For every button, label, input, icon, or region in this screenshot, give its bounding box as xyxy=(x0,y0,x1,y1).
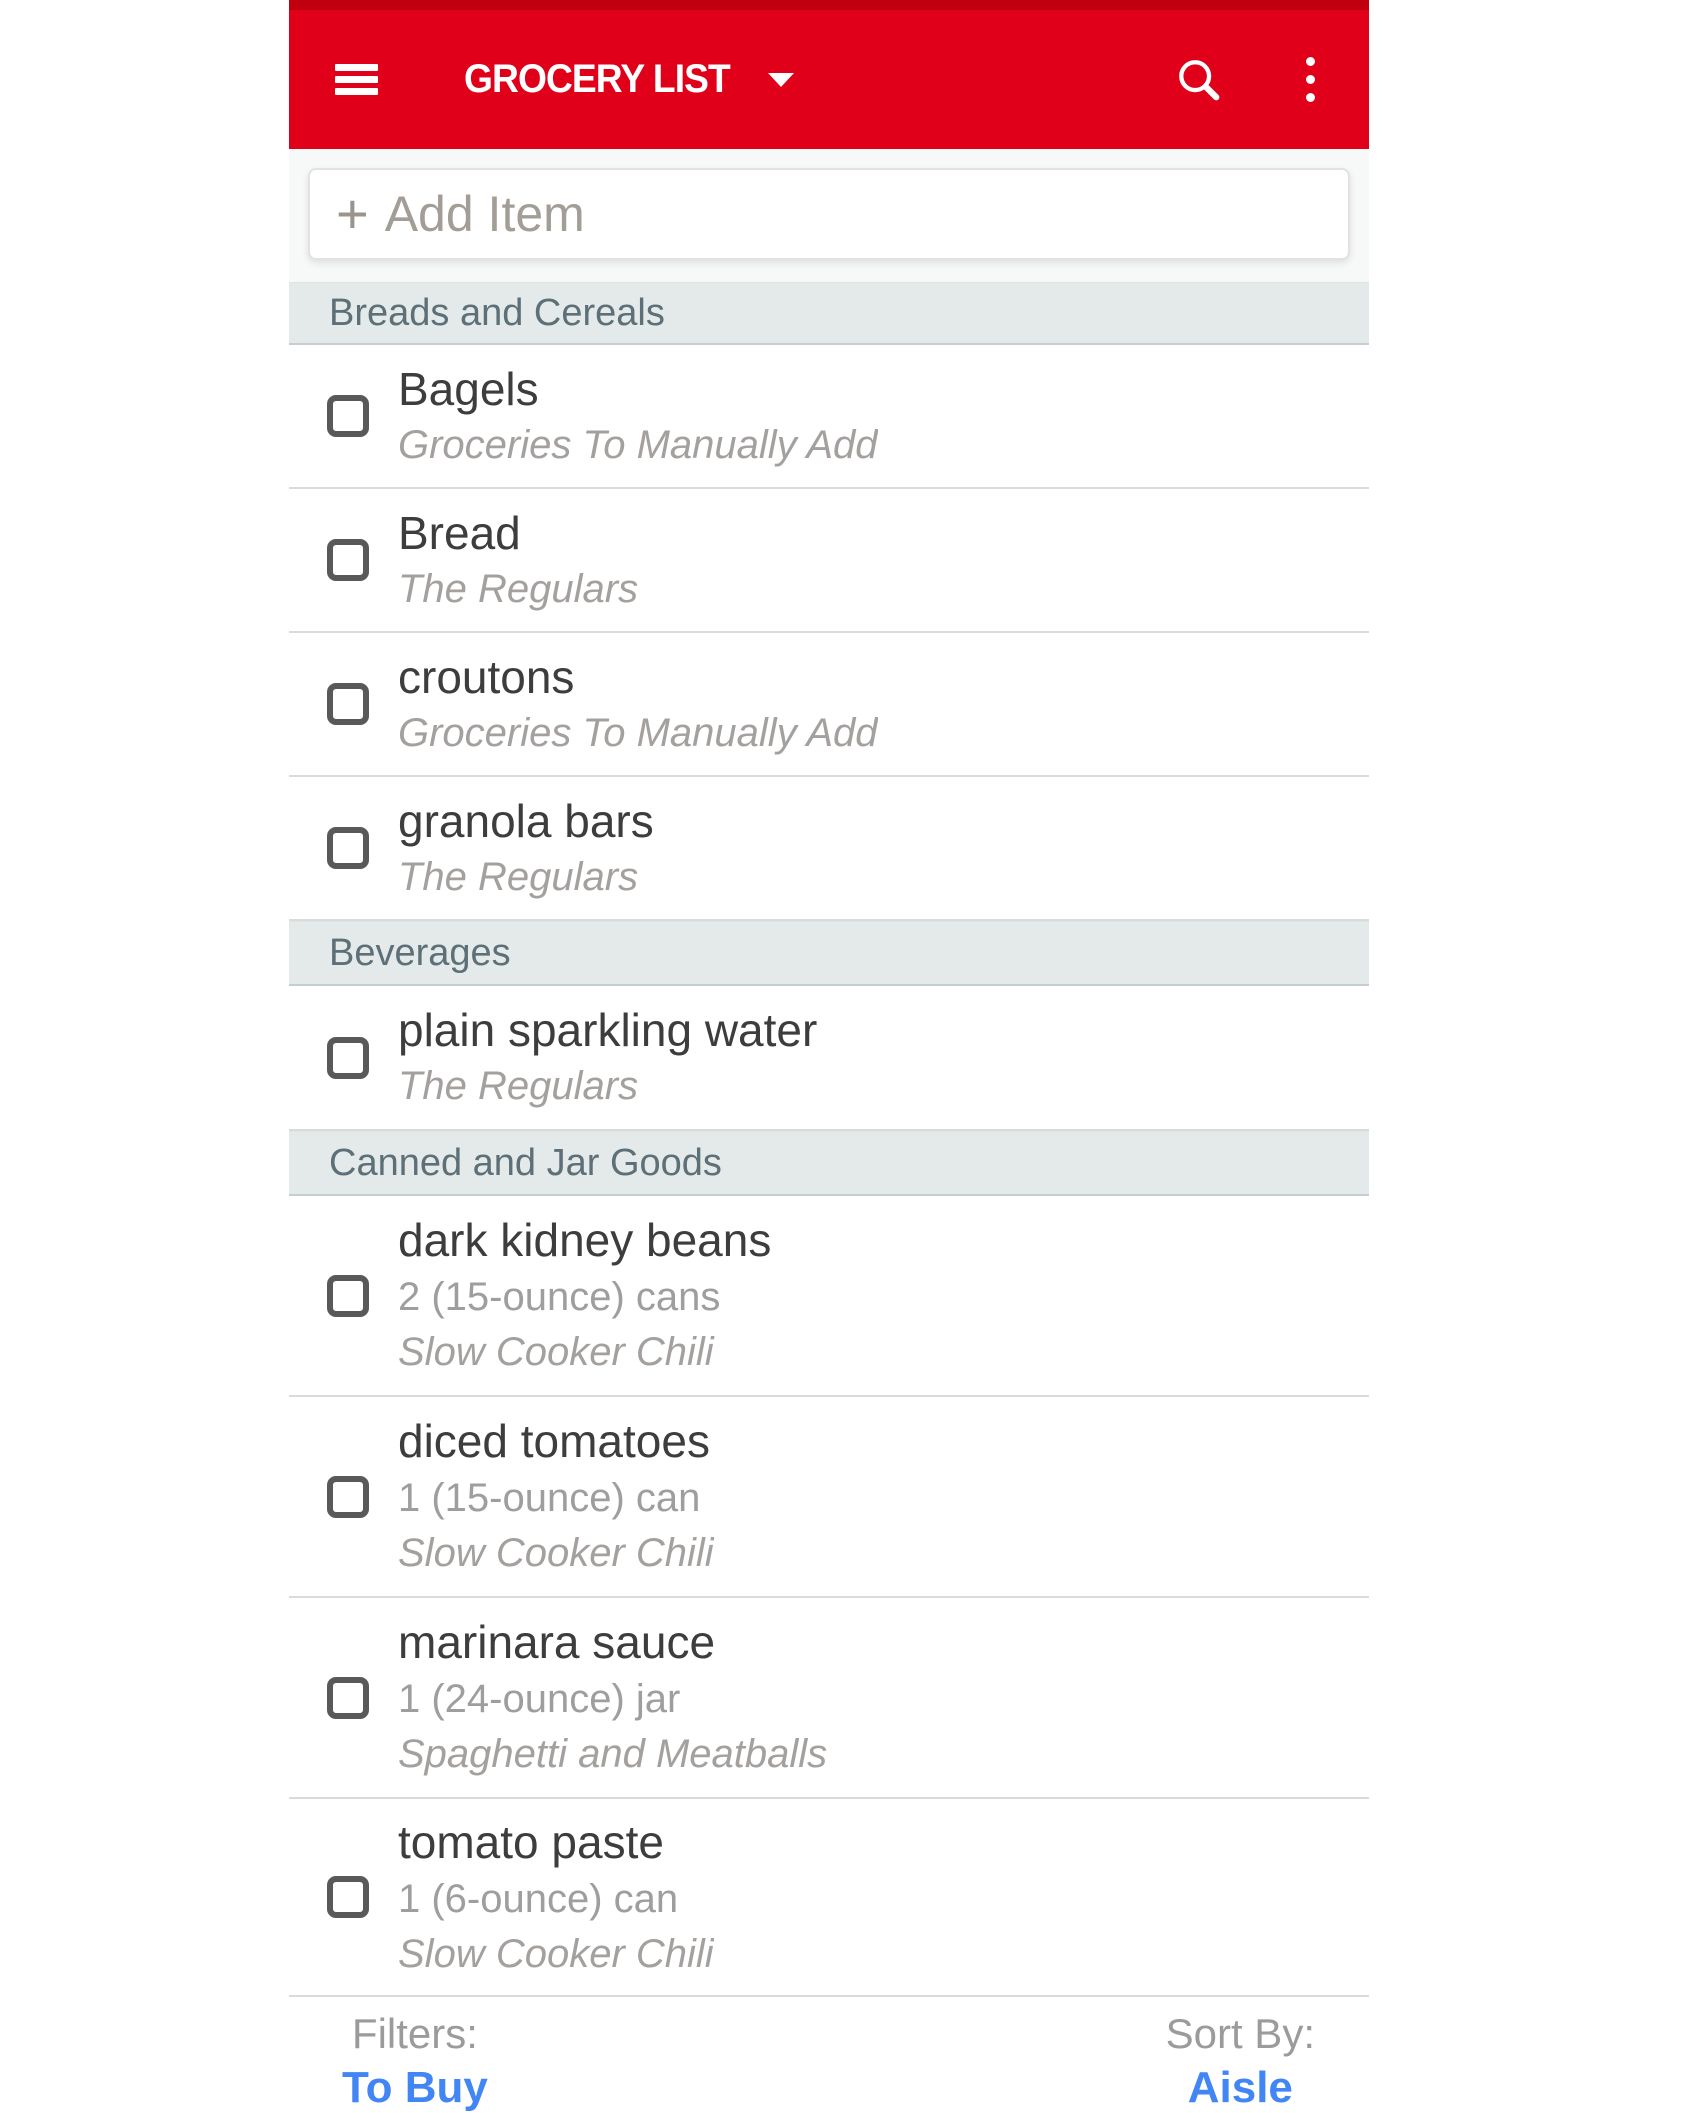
item-text xyxy=(398,1002,817,1113)
plus-icon: + xyxy=(336,182,369,245)
item-text xyxy=(398,649,878,760)
chevron-down-icon xyxy=(768,73,794,87)
footer-bar xyxy=(289,1995,1369,2112)
item-recipe: Slow Cooker Chili xyxy=(398,1931,714,1976)
item-text xyxy=(398,1614,827,1781)
item-checkbox[interactable] xyxy=(327,539,369,581)
item-text xyxy=(398,1413,714,1580)
item-name: diced tomatoes xyxy=(398,1415,710,1467)
item-name: croutons xyxy=(398,650,575,703)
add-item-placeholder: Add Item xyxy=(384,186,585,242)
item-recipe: The Regulars xyxy=(398,566,639,611)
list-title-dropdown[interactable] xyxy=(464,57,794,102)
item-recipe: The Regulars xyxy=(398,1064,639,1108)
overflow-menu-icon[interactable] xyxy=(1302,53,1319,106)
add-item-input[interactable] xyxy=(308,168,1350,260)
item-name: plain sparkling water xyxy=(398,1004,818,1056)
sort-value-link[interactable]: Aisle xyxy=(1187,2063,1293,2112)
list-item[interactable] xyxy=(289,777,1369,921)
list-item[interactable] xyxy=(289,633,1369,777)
item-checkbox[interactable] xyxy=(327,1037,369,1079)
item-checkbox[interactable] xyxy=(327,827,369,869)
appbar-actions xyxy=(1176,53,1319,106)
filters-group xyxy=(342,2010,488,2112)
filters-value-link[interactable]: To Buy xyxy=(342,2063,488,2112)
menu-icon[interactable] xyxy=(335,64,378,95)
item-recipe: The Regulars xyxy=(398,854,639,899)
item-checkbox[interactable] xyxy=(327,1275,369,1317)
item-checkbox[interactable] xyxy=(327,1677,369,1719)
item-recipe: Slow Cooker Chili xyxy=(398,1531,714,1575)
item-quantity: 2 (15-ounce) cans xyxy=(398,1275,721,1319)
item-checkbox[interactable] xyxy=(327,395,369,437)
section-header-label: Beverages xyxy=(329,931,511,974)
item-recipe: Groceries To Manually Add xyxy=(398,710,878,755)
item-text xyxy=(398,793,654,904)
item-checkbox[interactable] xyxy=(327,683,369,725)
section-header xyxy=(289,1131,1369,1196)
item-name: granola bars xyxy=(398,794,654,847)
add-item-area xyxy=(289,149,1369,282)
item-recipe: Slow Cooker Chili xyxy=(398,1330,714,1374)
section-header xyxy=(289,282,1369,345)
app-screen xyxy=(289,0,1369,2112)
item-name: marinara sauce xyxy=(398,1616,716,1668)
item-quantity: 1 (24-ounce) jar xyxy=(398,1677,681,1721)
sort-group xyxy=(1165,2010,1315,2112)
status-bar xyxy=(289,0,1369,10)
item-quantity: 1 (15-ounce) can xyxy=(398,1476,701,1520)
item-text xyxy=(398,361,878,472)
sort-label: Sort By: xyxy=(1165,2010,1315,2057)
filters-label: Filters: xyxy=(351,2010,478,2057)
section-header-label: Canned and Jar Goods xyxy=(329,1141,722,1184)
page-title: GROCERY LIST xyxy=(464,57,730,101)
item-checkbox[interactable] xyxy=(327,1476,369,1518)
item-quantity: 1 (6-ounce) can xyxy=(398,1876,679,1921)
list-item[interactable] xyxy=(289,1799,1369,1995)
list-item[interactable] xyxy=(289,986,1369,1131)
item-name: tomato paste xyxy=(398,1815,664,1868)
list-item[interactable] xyxy=(289,1397,1369,1598)
section-header-label: Breads and Cereals xyxy=(329,291,665,334)
search-icon[interactable] xyxy=(1176,57,1222,103)
item-name: Bagels xyxy=(398,362,539,415)
section-header xyxy=(289,921,1369,986)
item-checkbox[interactable] xyxy=(327,1876,369,1918)
list-item[interactable] xyxy=(289,489,1369,633)
item-name: dark kidney beans xyxy=(398,1214,772,1266)
item-recipe: Groceries To Manually Add xyxy=(398,422,878,467)
item-recipe: Spaghetti and Meatballs xyxy=(398,1732,828,1776)
item-name: Bread xyxy=(398,506,521,559)
item-text xyxy=(398,1814,714,1981)
list-item[interactable] xyxy=(289,1196,1369,1397)
app-bar xyxy=(289,10,1369,149)
list-item[interactable] xyxy=(289,345,1369,489)
list-item[interactable] xyxy=(289,1598,1369,1799)
item-text xyxy=(398,1212,771,1379)
item-text xyxy=(398,505,638,616)
